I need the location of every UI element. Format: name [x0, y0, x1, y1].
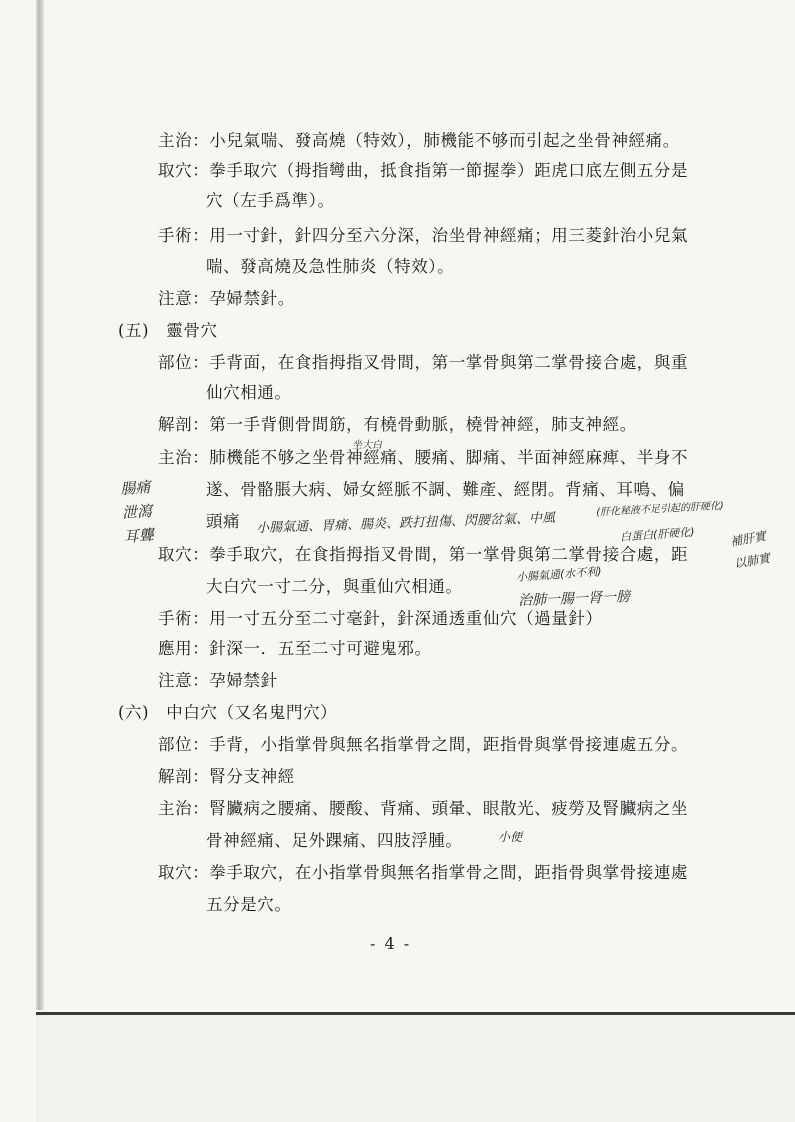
- handwritten-margin-note: 腸痛 泄瀉 耳聾: [119, 478, 155, 546]
- text-line: 骨神經痛、足外踝痛、四肢浮腫。: [206, 831, 463, 850]
- handwritten-note: 白蛋白(肝硬化): [619, 525, 695, 544]
- handwritten-note: 小腸氣通、胃痛、腸炎、跌打扭傷、閃腰岔氣、中風: [255, 510, 556, 537]
- handwritten-note: 小便: [498, 830, 523, 844]
- text-line: 穴（左手爲準）。: [206, 191, 335, 210]
- text-line: 注意：孕婦禁針: [158, 671, 278, 690]
- text-line: 應用：針深一．五至二寸可避鬼邪。: [158, 639, 432, 658]
- handwritten-note: (肝化秘液不足引起的肝硬化): [595, 500, 725, 519]
- text-line: 取穴：拳手取穴（拇指彎曲，抵食指第一節握拳）距虎口底左側五分是: [158, 161, 689, 180]
- text-line: 注意：孕婦禁針。: [158, 289, 295, 308]
- text-line: 頭痛: [206, 512, 241, 531]
- text-line: 主治：小兒氣喘、發高燒（特效），肺機能不够而引起之坐骨神經痛。: [158, 131, 680, 150]
- section-heading: (五) 靈骨穴: [118, 321, 218, 340]
- text-line: 取穴：拳手取穴，在食指拇指叉骨間，第一掌骨與第二掌骨接合處，距: [158, 545, 689, 564]
- text-line: 取穴：拳手取穴，在小指掌骨與無名指掌骨之間，距指骨與掌骨接連處: [158, 863, 689, 882]
- text-line: 主治：腎臟病之腰痛、腰酸、背痛、頭暈、眼散光、疲勞及腎臟病之坐: [158, 799, 689, 818]
- page-underlay: [36, 1015, 795, 1122]
- text-line: 仙穴相通。: [206, 383, 292, 402]
- text-line: 解剖：腎分支神經: [158, 767, 295, 786]
- handwritten-note: 以肺實: [733, 550, 772, 572]
- handwritten-note: 小腸氣通(水不利): [515, 565, 602, 584]
- text-line: 解剖：第一手背側骨間筋，有橈骨動脈，橈骨神經，肺支神經。: [158, 415, 637, 434]
- page-number: - 4 -: [370, 934, 412, 953]
- handwritten-note: 補肝實: [729, 528, 768, 550]
- text-line: 大白穴一寸二分，與重仙穴相通。: [206, 577, 463, 596]
- text-line: 五分是穴。: [206, 895, 292, 914]
- text-line: 喘、發高燒及急性肺炎（特效）。: [206, 257, 455, 276]
- handwritten-note: 坐大白: [352, 440, 382, 451]
- text-line: 遂、骨骼脹大病、婦女經脈不調、難產、經閉。背痛、耳鳴、偏: [206, 480, 685, 499]
- section-heading: (六) 中白穴（又名鬼門穴）: [118, 703, 338, 722]
- text-line: 部位：手背，小指掌骨與無名指掌骨之間，距指骨與掌骨接連處五分。: [158, 735, 689, 754]
- text-line: 部位：手背面，在食指拇指叉骨間，第一掌骨與第二掌骨接合處，與重: [158, 353, 689, 372]
- text-line: 主治：肺機能不够之坐骨神經痛、腰痛、脚痛、半面神經麻痺、半身不: [158, 448, 689, 467]
- handwritten-note: 治肺一腸一肾一膀: [517, 589, 631, 609]
- text-line: 手術：用一寸五分至二寸毫針，針深通透重仙穴（過量針）: [158, 609, 603, 628]
- text-line: 手術：用一寸針，針四分至六分深，治坐骨神經痛；用三菱針治小兒氣: [158, 226, 689, 245]
